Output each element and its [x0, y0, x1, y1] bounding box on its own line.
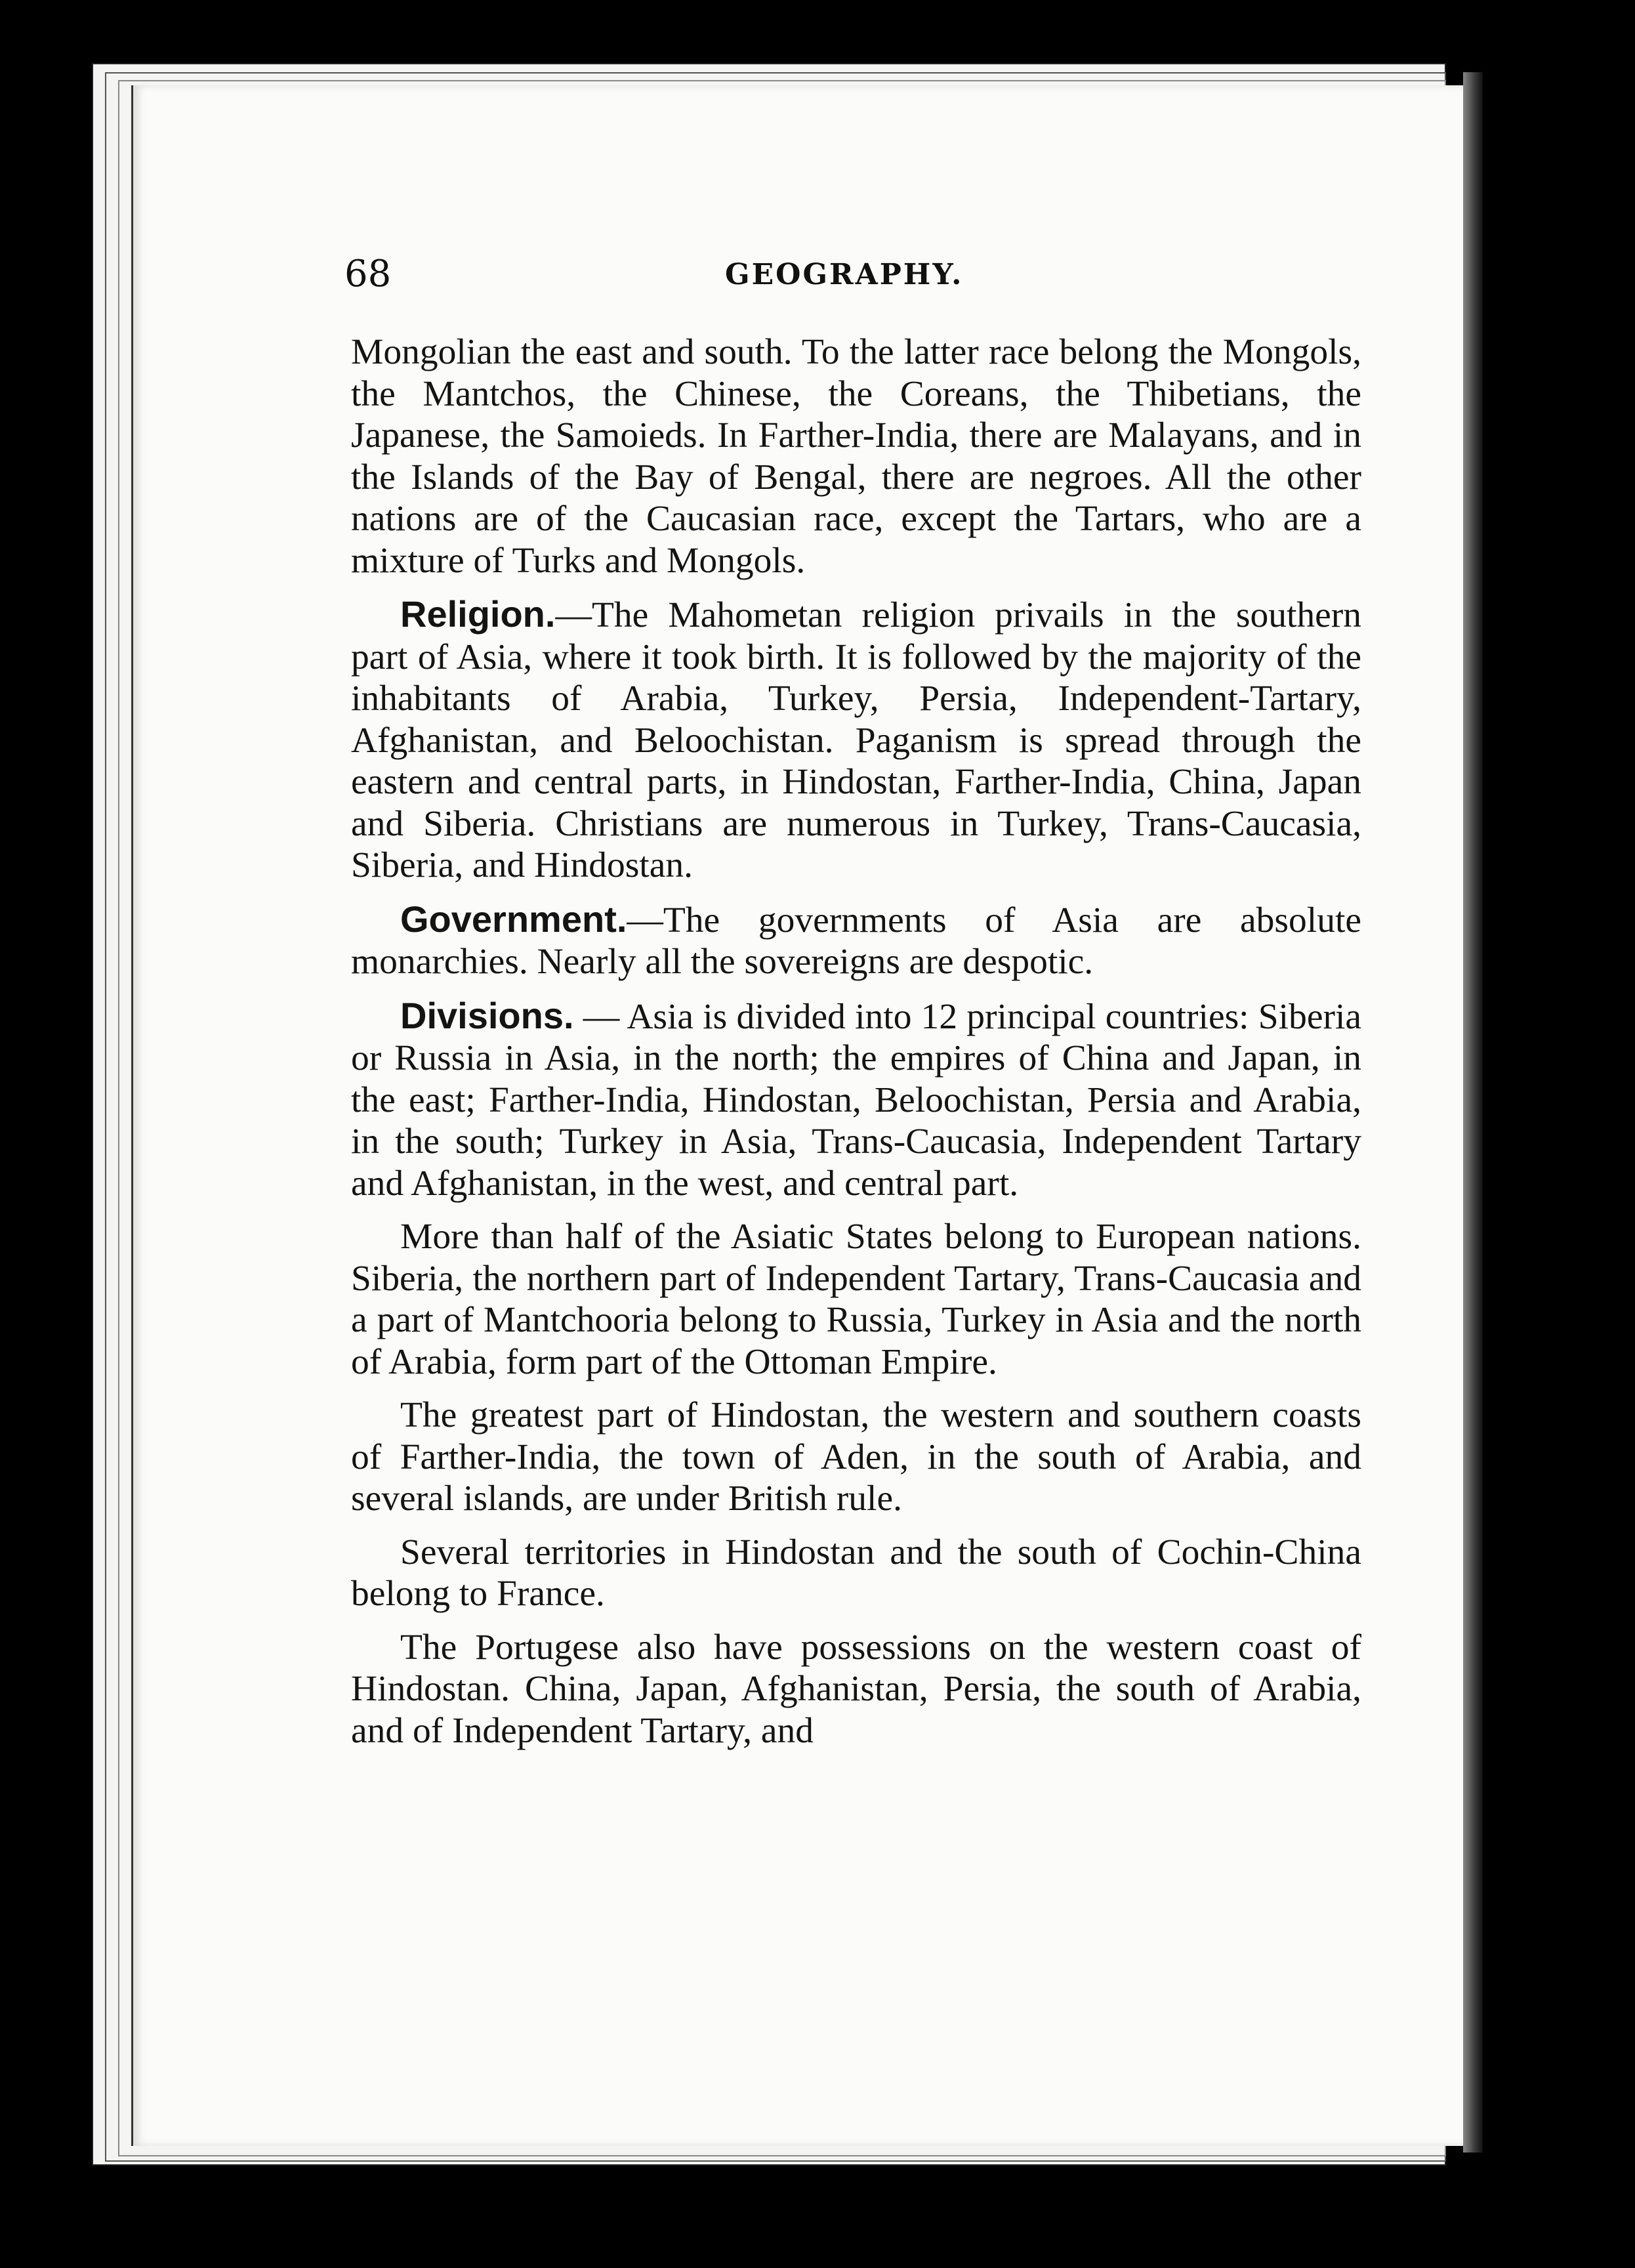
paragraph-government [351, 898, 1361, 983]
paragraph [351, 331, 1361, 581]
paragraph-text: Several territories in Hindostan and the south of Cochin-China belong to France. [351, 1532, 1361, 1614]
section-heading: Religion. [400, 593, 556, 635]
running-head: GEOGRAPHY. [725, 258, 964, 291]
paragraph [351, 1532, 1361, 1615]
paragraph [351, 1627, 1361, 1752]
paragraph [351, 1395, 1361, 1520]
page-header [344, 246, 1348, 312]
paragraph-divisions [351, 995, 1361, 1205]
paragraph-text: The Portugese also have possessions on the western coast of Hindostan. China, Japan, Afghanistan, Persia, the south of Arabia, and of Independent Tartary, and [351, 1627, 1361, 1751]
paragraph-text: Mongolian the east and south. To the latter race belong the Mongols, the Mantchos, the Chinese, the Coreans, the Thibetians, the Japanese, the Samoieds. In Farther-India, there are Malayans, and in the Islands of the Bay of Bengal, there are negroes. All the other nations are of the Caucasian race, except the Tartars, who are a mixture of Turks and Mongols. [351, 332, 1361, 581]
page-number: 68 [344, 253, 392, 295]
section-heading: Divisions. [400, 994, 574, 1036]
binding-shadow [1463, 72, 1483, 2152]
paragraph-religion [351, 593, 1361, 887]
paragraph-text: The greatest part of Hindostan, the western and southern coasts of Farther-India, the town of Aden, in the south of Arabia, and several islands, are under British rule. [351, 1395, 1361, 1519]
paragraph-text: More than half of the Asiatic States belong to European nations. Siberia, the northern part of Independent Tartary, Trans-Caucasia and a part of Mantchooria belong to Russia, Turkey in Asia and the north of Arabia, form part of the Ottoman Empire. [351, 1217, 1361, 1382]
paragraph-text: — Asia is divided into 12 principal countries: Siberia or Russia in Asia, in the north; the empires of China and Japan, in the east; Farther-India, Hindostan, Beloochistan, Persia and Arabia, in the south; Turkey in Asia, Trans-Caucasia, Independent Tartary and Afghanistan, in the west, and central part. [351, 996, 1361, 1204]
paragraph-text: —The Mahometan religion privails in the southern part of Asia, where it took birth. It is followed by the majority of the inhabitants of Arabia, Turkey, Persia, Independent-Tartary, Afghanistan, and Beloochistan. Paganism is spread through the eastern and central parts, in Hindostan, Farther-India, China, Japan and Siberia. Christians are numerous in Turkey, Trans-Caucasia, Siberia, and Hindostan. [351, 595, 1361, 885]
paragraph-text: —The governments of Asia are absolute monarchies. Nearly all the sovereigns are despotic. [351, 900, 1361, 982]
paragraph [351, 1216, 1361, 1383]
section-heading: Government. [400, 898, 627, 940]
body-text [351, 331, 1361, 1763]
